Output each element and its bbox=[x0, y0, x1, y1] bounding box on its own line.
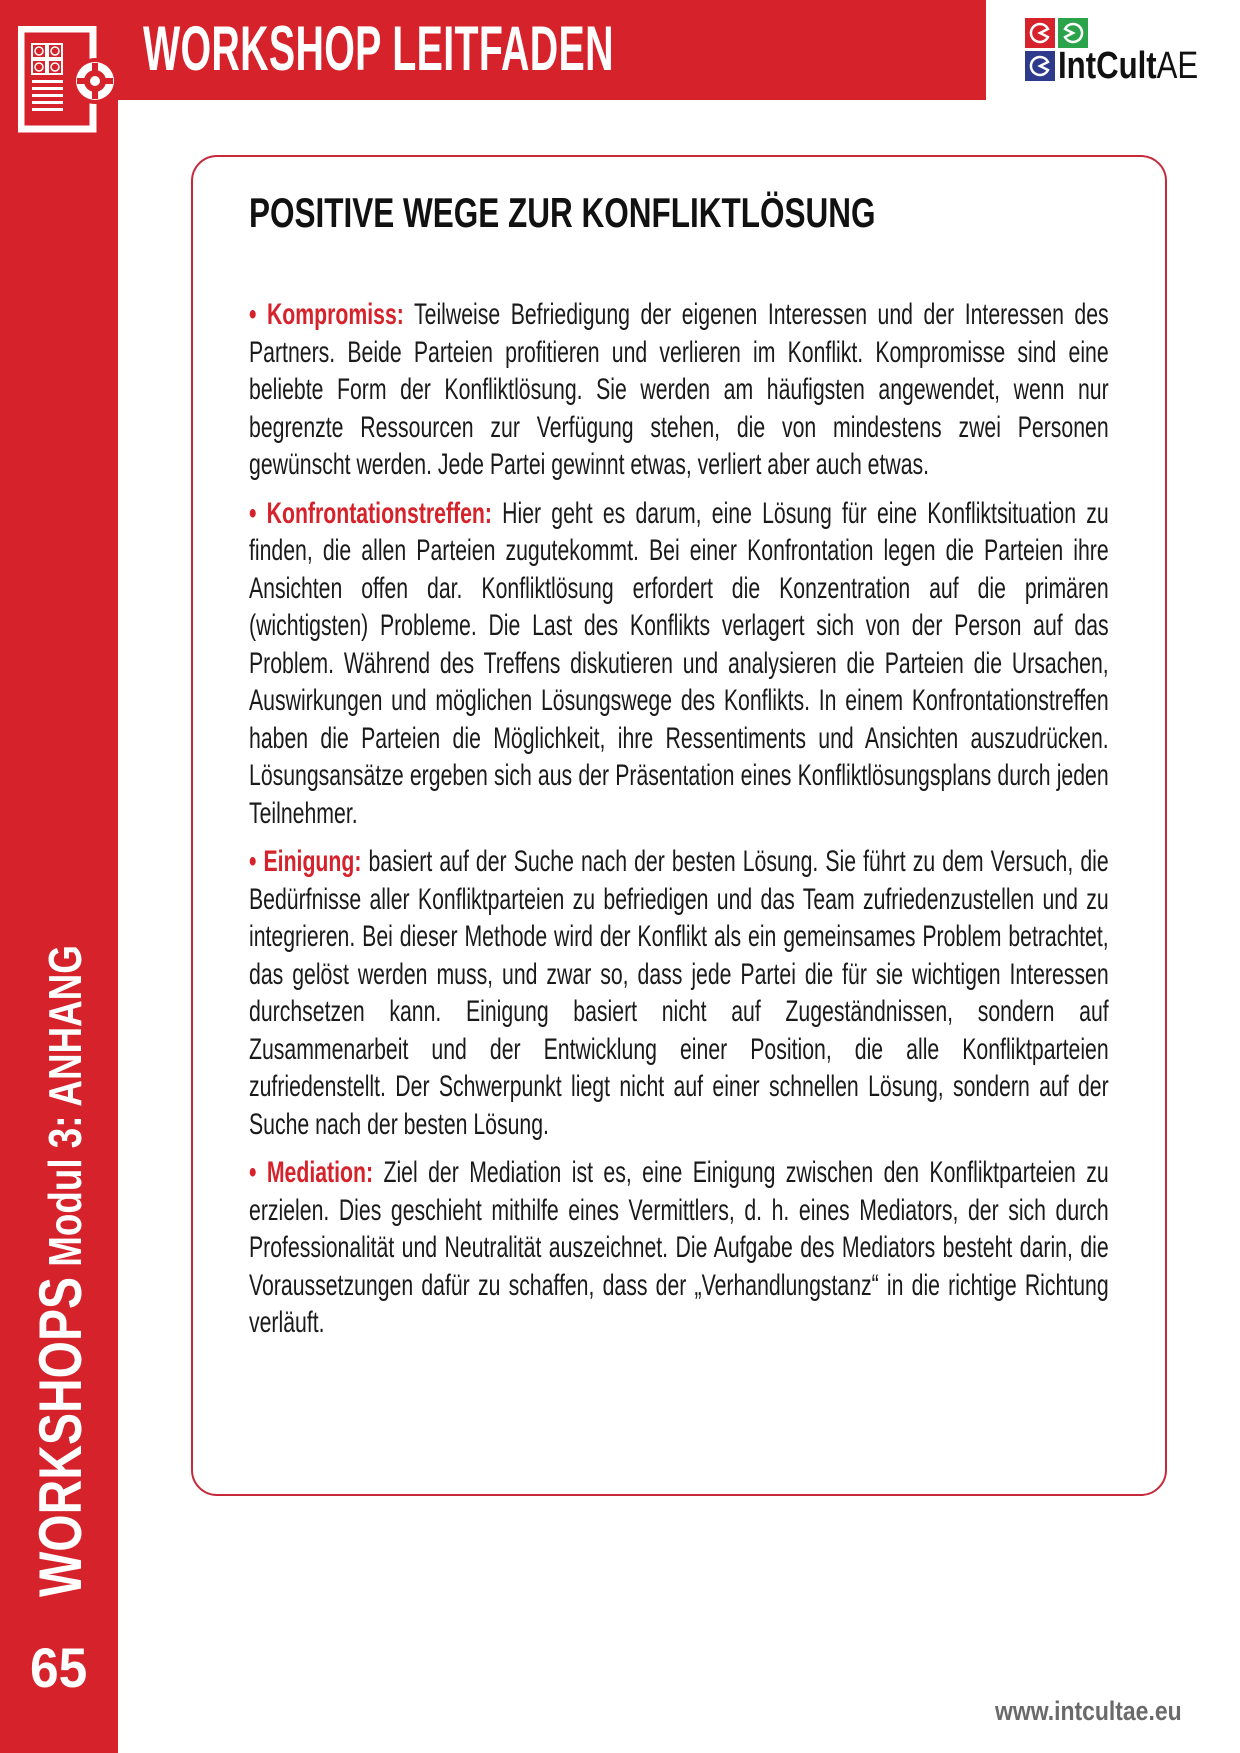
list-item-einigung bbox=[249, 843, 1109, 1143]
pacman-face-icon bbox=[1029, 22, 1051, 44]
term-bullet: • bbox=[249, 1156, 257, 1189]
pacman-face-icon bbox=[1062, 22, 1084, 44]
term-bullet: • bbox=[249, 845, 257, 878]
term-description: basiert auf der Suche nach der besten Lösung. Sie führt zu dem Versuch, die Bedürfnisse aller Konfliktparteien zu befriedigen und das Team zufriedenzustellen und zu integrieren. Bei dieser Methode wird der Konflikt als ein gemeinsames Problem betrachtet, das gelöst werden muss, und zwar so, dass jede Partei die für sie wichtigen Interessen durchsetzen kann. Einigung basiert nicht auf Zugeständnissen, sondern auf Zusammenarbeit und der Entwicklung einer Position, die alle Konfliktparteien zufriedenstellt. Der Schwerpunkt liegt nicht auf einer schnellen Lösung, sondern auf der Suche nach der besten Lösung. bbox=[249, 845, 1109, 1141]
logo-tile-blue bbox=[1025, 51, 1055, 81]
pacman-face-icon bbox=[1029, 55, 1051, 77]
intcultae-logo bbox=[1025, 18, 1215, 88]
sidebar-section-rest: Modul 3: ANHANG bbox=[39, 945, 91, 1277]
logo-tile-red bbox=[1025, 18, 1055, 48]
list-item-kompromiss bbox=[249, 296, 1109, 484]
term-bullet: • bbox=[249, 496, 257, 530]
term-description: Hier geht es darum, eine Lösung für eine Konfliktsituation zu finden, die allen Parteien zugutekommt. Bei einer Konfrontation legen die Parteien ihre Ansichten offen dar. Konfliktlösung erfordert die Konzentration auf die primären (wichtigsten) Probleme. Die Last des Konflikts verlagert sich von der Person auf das Problem. Während des Treffens diskutieren und analysieren die Parteien die Ursachen, Auswirkungen und möglichen Lösungswege des Konflikts. In einem Konfrontationstreffen haben die Parteien die Möglichkeit, ihre Ressentiments und Ansichten auszudrücken. Lösungsansätze ergeben sich aus der Präsentation eines Konfliktlösungsplans durch jeden Teilnehmer. bbox=[249, 496, 1109, 830]
workshop-guide-icon bbox=[18, 26, 118, 134]
logo-text-light: AE bbox=[1156, 45, 1199, 87]
term-label: Konfrontationstreffen: bbox=[266, 496, 492, 530]
term-bullet: • bbox=[249, 298, 257, 331]
term-label: Mediation: bbox=[266, 1156, 374, 1189]
sidebar-section-bold: WORKSHOPS bbox=[27, 1276, 94, 1597]
list-item-konfrontationstreffen bbox=[249, 495, 1109, 833]
body-text bbox=[249, 296, 1109, 1353]
logo-text-bold: IntCult bbox=[1058, 45, 1157, 87]
sidebar-section-label bbox=[27, 782, 94, 1597]
logo-text bbox=[1058, 46, 1198, 86]
list-item-mediation bbox=[249, 1154, 1109, 1342]
term-label: Kompromiss: bbox=[266, 298, 404, 331]
term-description: Teilweise Befriedigung der eigenen Interessen und der Interessen des Partners. Beide Parteien profitieren und verlieren im Konflikt. Kompromisse sind eine beliebte Form der Konfliktlösung. Sie werden am häufigsten angewendet, wenn nur begrenzte Ressourcen zur Verfügung stehen, die von mindestens zwei Personen gewünscht werden. Jede Partei gewinnt etwas, verliert aber auch etwas. bbox=[249, 298, 1109, 481]
term-label: Einigung: bbox=[263, 845, 362, 878]
section-title: POSITIVE WEGE ZUR KONFLIKTLÖSUNG bbox=[249, 189, 876, 236]
footer-url[interactable]: www.intcultae.eu bbox=[995, 1696, 1182, 1726]
logo-tile-green bbox=[1058, 18, 1088, 48]
header-title: WORKSHOP LEITFADEN bbox=[143, 14, 614, 84]
page-number: 65 bbox=[30, 1636, 88, 1699]
term-description: Ziel der Mediation ist es, eine Einigung zwischen den Konfliktparteien zu erzielen. Dies geschieht mithilfe eines Vermittlers, d. h. eines Mediators, der sich durch Professionalität und Neutralität auszeichnet. Die Aufgabe des Mediators besteht darin, die Voraussetzungen dafür zu schaffen, dass der „Verhandlungstanz“ in die richtige Richtung verläuft. bbox=[249, 1156, 1109, 1339]
